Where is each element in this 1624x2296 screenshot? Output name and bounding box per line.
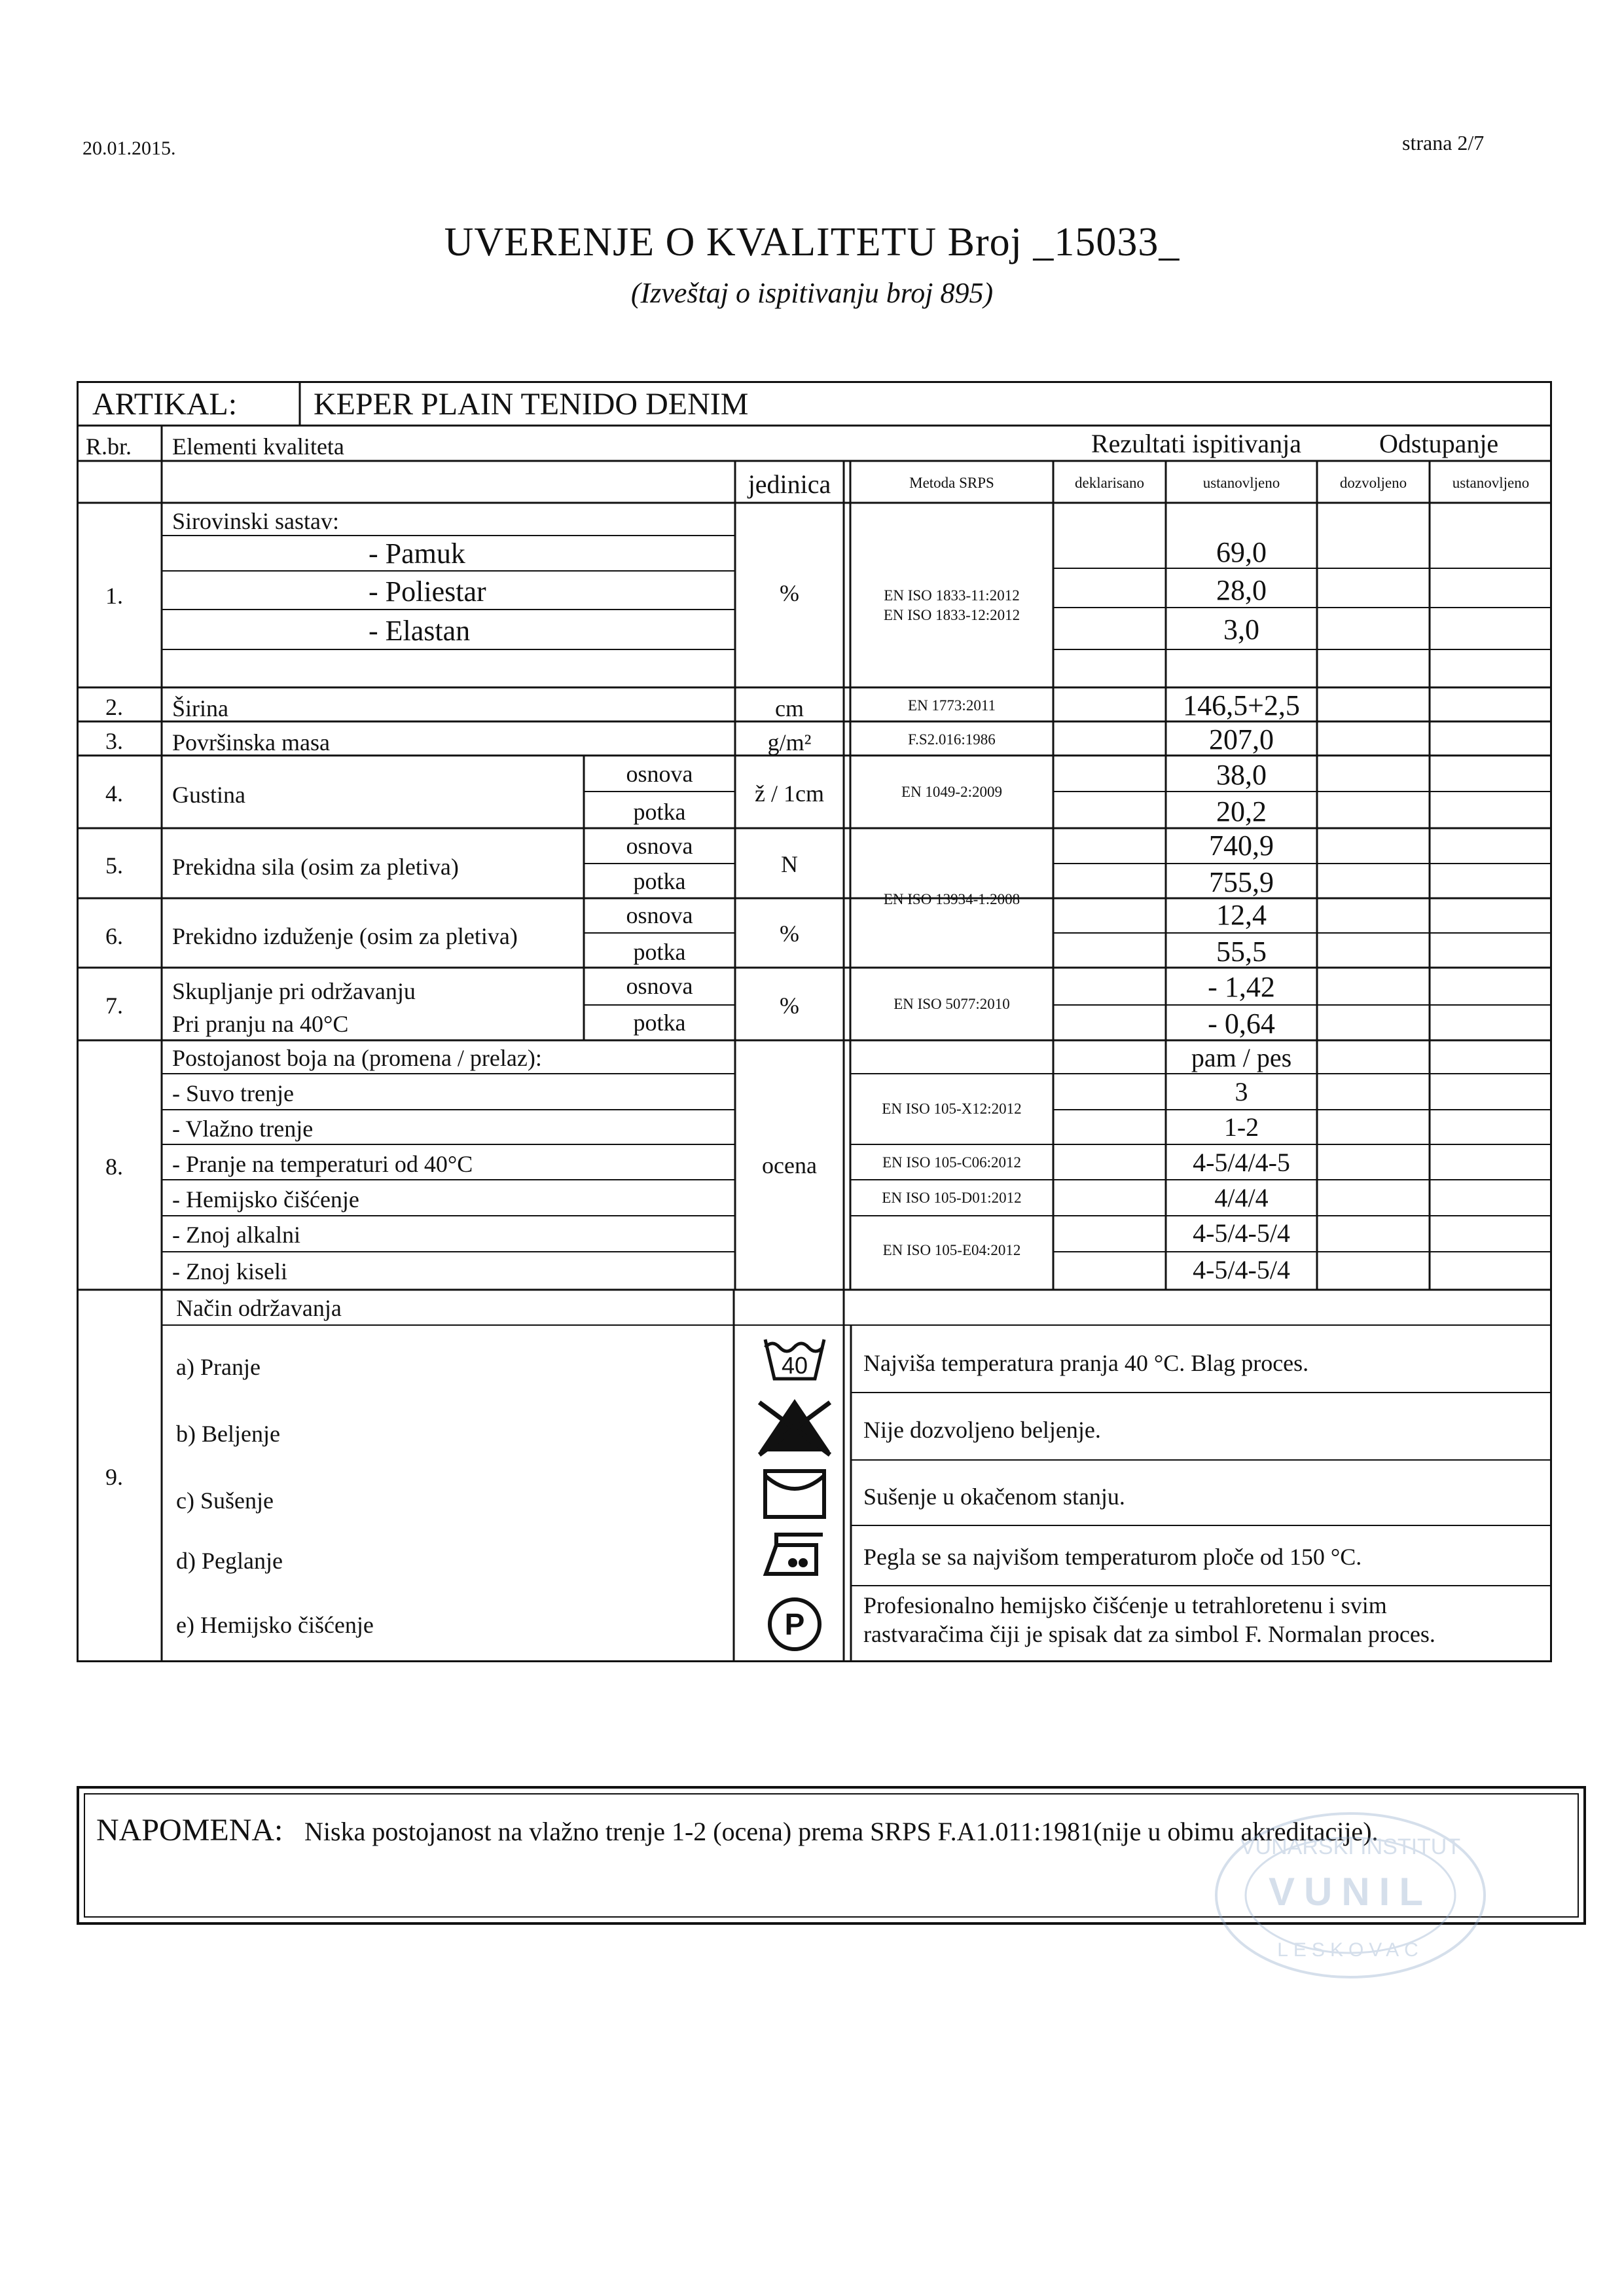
document-title: UVERENJE O KVALITETU Broj _15033_ [444, 220, 1180, 264]
unit: N [781, 851, 798, 877]
value-osnova: 740,9 [1209, 829, 1274, 862]
colorfastness-alkalni: - Znoj alkalni [172, 1222, 300, 1248]
row-label: Širina [172, 695, 228, 721]
artikal-label: ARTIKAL: [92, 387, 238, 422]
colorfastness-kiseli: - Znoj kiseli [172, 1258, 287, 1285]
care-ironing-text: Pegla se sa najvišom temperaturom ploče od 150 °C. [863, 1544, 1362, 1570]
iron-icon [766, 1535, 823, 1574]
care-bleaching: b) Beljenje [176, 1421, 280, 1447]
note-text: Niska postojanost na vlažno trenje 1-2 (ocena) prema SRPS F.A1.011:1981(nije u obimu akreditacije). [304, 1817, 1379, 1846]
method: EN ISO 1833-12:2012 [883, 607, 1020, 623]
method: F.S2.016:1986 [908, 731, 996, 748]
value-poliestar: 28,0 [1216, 574, 1267, 606]
value-potka: 20,2 [1216, 795, 1267, 828]
colorfastness-vlazno: - Vlažno trenje [172, 1116, 314, 1142]
header-rezultati: Rezultati ispitivanja [1091, 429, 1302, 458]
header-jedinica: jedinica [748, 469, 831, 499]
unit: g/m² [767, 729, 812, 756]
unit: % [780, 920, 799, 947]
header-ustanovljeno: ustanovljeno [1202, 475, 1280, 491]
row-number: 3. [105, 728, 123, 754]
direction-osnova: osnova [626, 902, 693, 928]
line-dry-icon [765, 1471, 824, 1517]
value-kiseli: 4-5/4-5/4 [1193, 1255, 1290, 1285]
method: EN ISO 105-D01:2012 [882, 1190, 1022, 1206]
value-potka: - 0,64 [1208, 1008, 1275, 1040]
row-label: Prekidno izduženje (osim za pletiva) [172, 923, 518, 949]
header-metoda: Metoda SRPS [909, 475, 994, 491]
direction-potka: potka [633, 868, 686, 894]
wash-symbol-text: 40 [781, 1352, 808, 1379]
value-alkalni: 4-5/4-5/4 [1193, 1218, 1290, 1248]
document-date: 20.01.2015. [82, 137, 176, 159]
colorfastness-hemijsko: - Hemijsko čišćenje [172, 1186, 359, 1212]
value-osnova: - 1,42 [1208, 971, 1275, 1003]
row-label: Prekidna sila (osim za pletiva) [172, 854, 459, 880]
composition-pamuk: - Pamuk [369, 538, 465, 570]
institute-stamp [1210, 1807, 1491, 1984]
header-ustanovljeno-2: ustanovljeno [1452, 475, 1530, 491]
direction-potka: potka [633, 939, 686, 965]
document-subtitle: (Izveštaj o ispitivanju broj 895) [630, 277, 994, 309]
row-number: 7. [105, 993, 123, 1019]
header-rbr: R.br. [86, 433, 132, 460]
stamp-graphic [1210, 1807, 1491, 1984]
value-vlazno: 1-2 [1223, 1112, 1259, 1142]
stamp-line-1: VUNARSKI INSTITUT [1240, 1834, 1461, 1859]
stamp-line-3: LESKOVAC [1277, 1939, 1424, 1961]
row-label: Površinska masa [172, 729, 330, 756]
value-osnova: 12,4 [1216, 899, 1267, 931]
direction-osnova: osnova [626, 833, 693, 859]
direction-potka: potka [633, 1010, 686, 1036]
value-osnova: 38,0 [1216, 759, 1267, 791]
colorfastness-suvo: - Suvo trenje [172, 1080, 294, 1106]
method: EN ISO 5077:2010 [893, 996, 1010, 1012]
value-suvo: 3 [1235, 1077, 1248, 1106]
row-number: 2. [105, 694, 123, 720]
care-dry-cleaning: e) Hemijsko čišćenje [176, 1612, 374, 1638]
method: EN ISO 105-C06:2012 [882, 1154, 1022, 1171]
value-header: pam / pes [1191, 1043, 1292, 1072]
direction-osnova: osnova [626, 761, 693, 787]
header-elementi: Elementi kvaliteta [172, 433, 344, 460]
row-label: Sirovinski sastav: [172, 508, 340, 534]
row-number: 4. [105, 780, 123, 807]
row-label: Skupljanje pri održavanju [172, 978, 416, 1004]
care-ironing: d) Peglanje [176, 1548, 283, 1574]
care-drying-text: Sušenje u okačenom stanju. [863, 1484, 1125, 1510]
care-bleaching-text: Nije dozvoljeno beljenje. [863, 1417, 1101, 1443]
method: EN ISO 105-E04:2012 [882, 1242, 1021, 1258]
value-pamuk: 69,0 [1216, 536, 1267, 568]
row-number: 5. [105, 852, 123, 879]
composition-elastan: - Elastan [369, 615, 471, 647]
care-washing-text: Najviša temperatura pranja 40 °C. Blag proces. [863, 1350, 1309, 1376]
direction-osnova: osnova [626, 973, 693, 999]
method: EN 1773:2011 [908, 697, 996, 714]
method: EN ISO 105-X12:2012 [882, 1101, 1022, 1117]
header-deklarisano: deklarisano [1074, 475, 1144, 491]
direction-potka: potka [633, 799, 686, 825]
no-bleach-icon [759, 1399, 830, 1455]
value-potka: 755,9 [1209, 866, 1274, 898]
row-label: Gustina [172, 782, 245, 808]
care-dry-cleaning-text-2: rastvaračima čiji je spisak dat za simbol F. Normalan proces. [863, 1621, 1435, 1647]
composition-poliestar: - Poliestar [369, 575, 486, 608]
care-washing: a) Pranje [176, 1354, 261, 1380]
unit: ž / 1cm [755, 780, 824, 807]
row-number: 1. [105, 583, 123, 609]
value-pranje: 4-5/4/4-5 [1193, 1148, 1290, 1177]
stamp-line-2: VUNIL [1269, 1870, 1432, 1914]
method: EN 1049-2:2009 [901, 784, 1002, 800]
unit: cm [775, 695, 804, 721]
row-label: Postojanost boja na (promena / prelaz): [172, 1045, 542, 1071]
row-label-sub: Pri pranju na 40°C [172, 1011, 349, 1037]
dry-clean-symbol-text: P [784, 1607, 805, 1641]
method: EN ISO 1833-11:2012 [884, 587, 1020, 604]
row-number: 9. [105, 1464, 123, 1490]
note-label: NAPOMENA: [96, 1813, 283, 1848]
colorfastness-pranje: - Pranje na temperaturi od 40°C [172, 1151, 473, 1177]
unit: % [780, 993, 799, 1019]
header-odstupanje: Odstupanje [1379, 429, 1499, 458]
value-hemijsko: 4/4/4 [1214, 1183, 1269, 1212]
value: 146,5+2,5 [1183, 689, 1300, 721]
value: 207,0 [1209, 723, 1274, 756]
row-label: Način održavanja [176, 1295, 342, 1321]
unit: % [780, 580, 799, 606]
method: EN ISO 13934-1:2008 [883, 891, 1020, 907]
quality-table [77, 381, 1552, 1662]
care-drying: c) Sušenje [176, 1487, 274, 1514]
artikal-value: KEPER PLAIN TENIDO DENIM [314, 387, 749, 422]
row-number: 8. [105, 1154, 123, 1180]
page-number: strana 2/7 [1402, 131, 1485, 155]
value-elastan: 3,0 [1223, 613, 1259, 646]
unit: ocena [762, 1152, 817, 1178]
row-number: 6. [105, 923, 123, 949]
care-dry-cleaning-text-1: Profesionalno hemijsko čišćenje u tetrahloretenu i svim [863, 1592, 1387, 1618]
header-dozvoljeno: dozvoljeno [1339, 475, 1407, 491]
value-potka: 55,5 [1216, 936, 1267, 968]
